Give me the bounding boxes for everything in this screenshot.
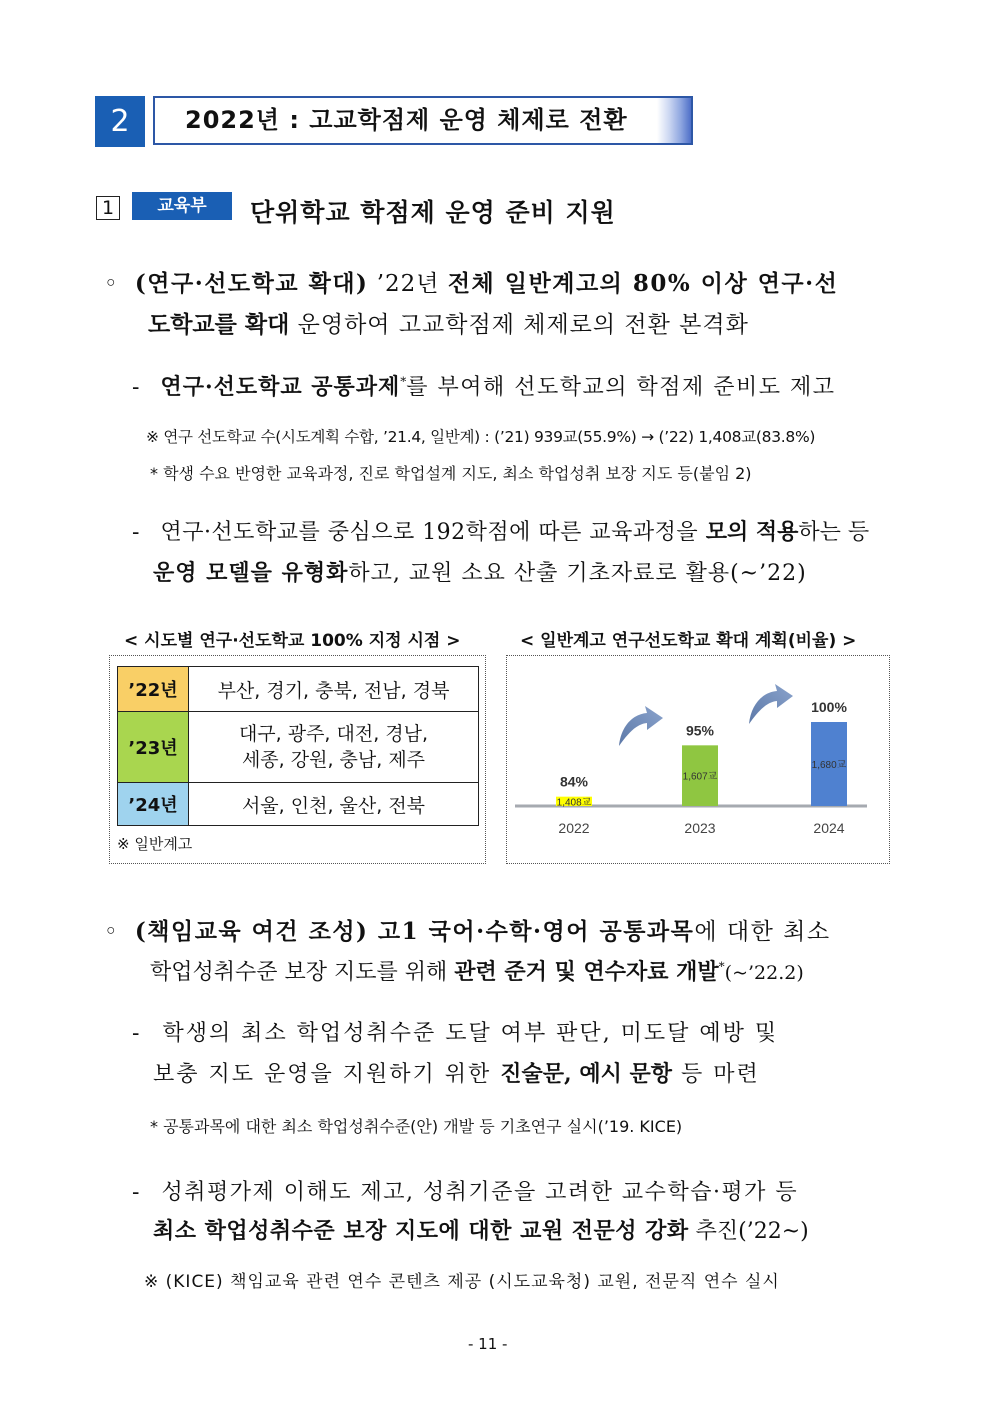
bullet-2-line-1 — [104, 913, 831, 946]
dash-marker: - — [132, 520, 140, 545]
dash-3-text-2: 보충 지도 운영을 지원하기 위한 — [153, 1062, 501, 1087]
bullet-1-line-1 — [104, 265, 838, 298]
bullet-marker: ◦ — [104, 271, 118, 297]
table-caption: < 시도별 연구·선도학교 100% 지정 시점 > — [124, 631, 461, 651]
dash-2-text-b: 하는 등 — [798, 520, 870, 545]
dash-4-text-2: 추진(’22~) — [688, 1219, 809, 1244]
x-tick-label: 2022 — [558, 820, 590, 836]
bar-school-count-label: 1,408교 — [556, 797, 592, 809]
ministry-tag: 교육부 — [132, 192, 232, 220]
dash-2-line-2 — [153, 556, 807, 587]
section-title-decoration — [657, 98, 691, 143]
year-cell: ’23년 — [118, 712, 189, 783]
regions-line: 세종, 강원, 충남, 제주 — [241, 749, 426, 771]
dash-marker: - — [132, 375, 140, 400]
year-cell: ’24년 — [118, 783, 189, 826]
dash-1-emphasis: 연구·선도학교 공통과제 — [160, 374, 401, 400]
bullet-1-line-2 — [148, 306, 749, 339]
dash-2-emphasis-2: 운영 모델을 유형화 — [153, 560, 349, 586]
subsection-number: 1 — [96, 196, 120, 220]
dash-4-text: 성취평가제 이해도 제고, 성취기준을 고려한 교수학습·평가 등 — [161, 1180, 799, 1205]
bullet-1-heading: (연구·선도학교 확대) — [134, 270, 369, 297]
arrow-icon — [619, 706, 663, 746]
note-1: ※ 연구 선도학교 수(시도계획 수합, ’21.4, 일반계) : (’21) 939교(55.9%) → (’22) 1,408교(83.8%) — [146, 428, 816, 446]
x-tick-label: 2024 — [813, 820, 845, 836]
bar-value-label: 100% — [811, 699, 847, 715]
dash-2-text-2: 하고, 교원 소요 산출 기초자료로 활용(~’22) — [348, 561, 807, 586]
bullet-2-emphasis: 관련 준거 및 연수자료 개발 — [454, 959, 719, 985]
dash-2-emphasis: 모의 적용 — [705, 519, 799, 545]
dash-3-text: 학생의 최소 학업성취수준 도달 여부 판단, 미도달 예방 및 — [162, 1021, 779, 1046]
subsection-title: 단위학교 학점제 운영 준비 지원 — [250, 198, 616, 227]
x-tick-label: 2023 — [684, 820, 716, 836]
dash-4-line-1 — [132, 1175, 798, 1206]
bullet-2-text-2: 학업성취수준 보장 지도를 위해 — [150, 960, 455, 985]
regions-line: 대구, 광주, 대전, 경남, — [238, 723, 429, 745]
regions-cell — [189, 712, 479, 783]
dash-3-line-1 — [132, 1016, 778, 1047]
bullet-2-text: 에 대한 최소 — [694, 919, 831, 945]
year-cell: ’22년 — [118, 667, 189, 712]
chart-caption: < 일반계고 연구선도학교 확대 계획(비율) > — [520, 631, 857, 651]
bullet-1-emphasis-2: 도학교를 확대 — [148, 311, 290, 338]
bullet-1-text: ’22년 — [368, 271, 448, 297]
regions-cell: 부산, 경기, 충북, 전남, 경북 — [189, 667, 479, 712]
note-2: * 학생 수요 반영한 교육과정, 진로 학업설계 지도, 최소 학업성취 보장 지도 등(붙임 2) — [150, 464, 752, 483]
bullet-marker: ◦ — [104, 919, 118, 945]
section-title-box — [153, 96, 693, 145]
section-number: 2 — [95, 96, 145, 147]
table-row — [118, 667, 479, 712]
regions-cell: 서울, 인천, 울산, 전북 — [189, 783, 479, 826]
section-title: 2022년 : 고교학점제 운영 체제로 전환 — [185, 106, 628, 134]
table-footnote: ※ 일반계고 — [117, 835, 193, 853]
arrow-icon — [749, 684, 793, 724]
designation-table — [117, 666, 479, 826]
page-number: - 11 - — [468, 1335, 508, 1353]
dash-2-line-1 — [132, 515, 869, 546]
bullet-2-line-2 — [150, 955, 804, 986]
bullet-1-emphasis: 전체 일반계고의 80% 이상 연구·선 — [447, 270, 839, 297]
dash-1 — [132, 370, 836, 401]
dash-4-emphasis: 최소 학업성취수준 보장 지도에 대한 교원 전문성 강화 — [153, 1218, 689, 1244]
dash-marker: - — [132, 1180, 141, 1205]
dash-3-text-3: 등 마련 — [672, 1062, 760, 1087]
dash-3-line-2 — [153, 1057, 760, 1088]
bar-value-label: 95% — [685, 722, 715, 739]
dash-marker: - — [132, 1021, 142, 1046]
bullet-2-date: (~’22.2) — [724, 962, 804, 984]
table-row — [118, 783, 479, 826]
expansion-chart — [507, 656, 887, 861]
footnote-mark: * — [718, 959, 725, 974]
table-row — [118, 712, 479, 783]
bar-school-count-label: 1,607교 — [682, 771, 718, 783]
dash-4-line-2 — [153, 1214, 809, 1245]
bar-school-count-label: 1,680교 — [811, 760, 847, 771]
bar-value-label: 84% — [559, 773, 589, 790]
bullet-1-text-2: 운영하여 고교학점제 체제로의 전환 본격화 — [289, 312, 749, 338]
dash-2-text: 연구·선도학교를 중심으로 192학점에 따른 교육과정을 — [160, 520, 706, 545]
bullet-2-heading: (책임교육 여건 조성) 고1 국어·수학·영어 공통과목 — [134, 918, 695, 945]
dash-3-emphasis: 진술문, 예시 문항 — [500, 1061, 672, 1087]
note-3: * 공통과목에 대한 최소 학업성취수준(안) 개발 등 기초연구 실시(’19. KICE) — [150, 1117, 683, 1136]
footnote-mark: * — [400, 374, 407, 389]
dash-1-text: 를 부여해 선도학교의 학점제 준비도 제고 — [406, 375, 836, 400]
note-4: ※ (KICE) 책임교육 관련 연수 콘텐츠 제공 (시도교육청) 교원, 전문직 연수 실시 — [144, 1272, 780, 1292]
